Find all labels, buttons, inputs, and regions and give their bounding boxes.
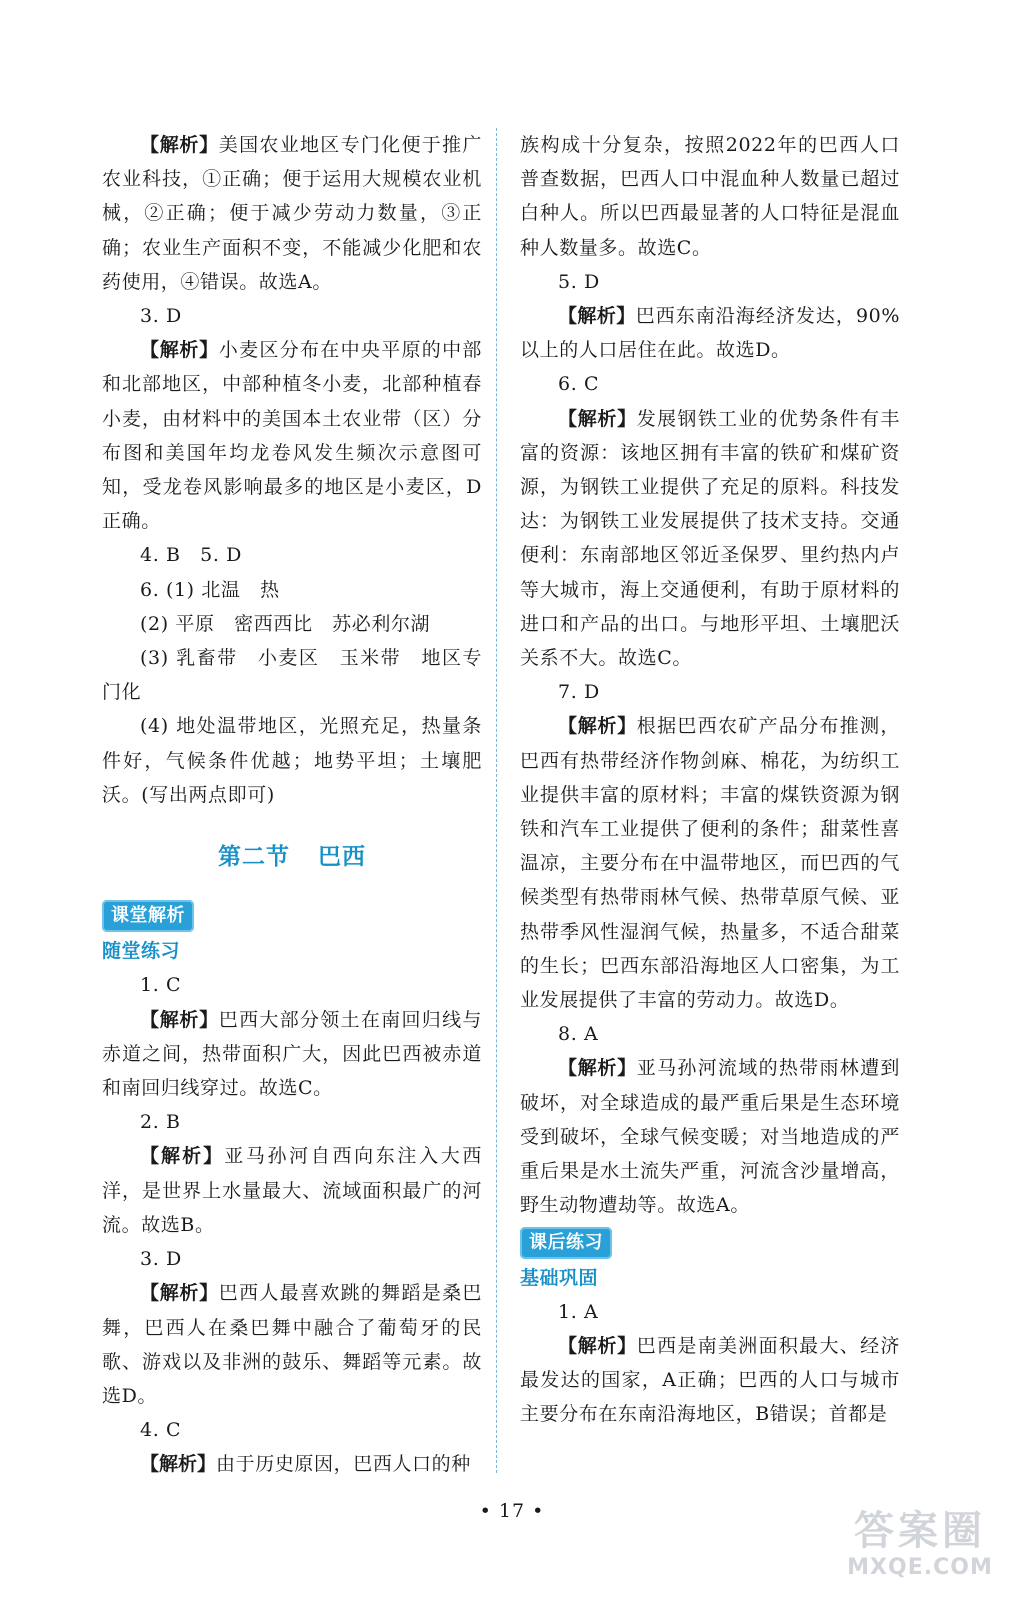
column-divider xyxy=(496,128,497,1473)
analysis-tag: 【解析】 xyxy=(140,134,219,156)
answer-line: 1. A xyxy=(558,1300,599,1323)
explanation-text: 亚马孙河流域的热带雨林遭到破坏，对全球造成的最严重后果是生态环境受到破坏，全球气候变暖；对当地造成的严重后果是水土流失严重，河流含沙量增高，野生动物遭劫等。故选A。 xyxy=(520,1057,900,1217)
explanation-text: 巴西大部分领土在南回归线与赤道之间，热带面积广大，因此巴西被赤道和南回归线穿过。故选C。 xyxy=(102,1008,482,1100)
analysis-tag: 【解析】 xyxy=(140,1145,225,1168)
explanation-text: 根据巴西农矿产品分布推测，巴西有热带经济作物剑麻、棉花，为纺织工业提供丰富的原材料；丰富的煤铁资源为钢铁和汽车工业提供了便利的条件；甜菜性喜温凉，主要分布在中温带地区，而巴西的气候类型有热带雨林气候、热带草原气候、亚热带季风性湿润气候，热量多，不适合甜菜的生长；巴西东部沿海地区人口密集，为工业发展提供了丰富的劳动力。故选D。 xyxy=(520,715,900,1012)
analysis-tag: 【解析】 xyxy=(558,305,636,328)
explanation-paragraph xyxy=(102,1447,482,1481)
continued-paragraph: 族构成十分复杂，按照2022年的巴西人口普查数据，巴西人口中混血种人数量已超过白种人。所以巴西最显著的人口特征是混血种人数量多。故选C。 xyxy=(520,134,900,259)
explanation-paragraph xyxy=(520,299,900,367)
explanation-text: 由于历史原因，巴西人口的种 xyxy=(216,1453,471,1476)
answer-line: 6. (1) 北温 热 xyxy=(140,578,280,601)
subheading: 随堂练习 xyxy=(102,940,181,963)
explanation-paragraph xyxy=(520,1051,900,1222)
analysis-tag: 【解析】 xyxy=(140,1282,219,1305)
explanation-text: 亚马孙河自西向东注入大西洋，是世界上水量最大、流域面积最广的河流。故选B。 xyxy=(102,1145,482,1236)
section-badge: 课后练习 xyxy=(520,1227,612,1259)
explanation-paragraph xyxy=(102,333,482,538)
answer-line: 2. B xyxy=(140,1111,181,1134)
explanation-paragraph xyxy=(102,128,482,299)
answer-line: 4. C xyxy=(140,1419,182,1442)
analysis-tag: 【解析】 xyxy=(558,407,637,430)
answer-line: 4. B 5. D xyxy=(140,544,242,567)
answer-line: 6. C xyxy=(558,373,600,396)
answer-paragraph: (4) 地处温带地区，光照充足，热量条件好，气候条件优越；地势平坦；土壤肥沃。(写出两点即可) xyxy=(102,715,482,806)
explanation-text: 巴西是南美洲面积最大、经济最发达的国家，A正确；巴西的人口与城市主要分布在东南沿海地区，B错误；首都是 xyxy=(520,1334,900,1426)
answer-line: 3. D xyxy=(140,1248,182,1271)
watermark-en: MXQE.COM xyxy=(847,1555,993,1580)
analysis-tag: 【解析】 xyxy=(140,339,219,362)
explanation-text: 发展钢铁工业的优势条件有丰富的资源：该地区拥有丰富的铁矿和煤矿资源，为钢铁工业提供了充足的原料。科技发达：为钢铁工业发展提供了技术支持。交通便利：东南部地区邻近圣保罗、里约热内卢等大城市，海上交通便利，有助于原材料的进口和产品的出口。与地形平坦、土壤肥沃关系不大。故选C。 xyxy=(520,407,900,670)
explanation-text: 美国农业地区专门化便于推广农业科技，①正确；便于运用大规模农业机械，②正确；便于减少劳动力数量，③正确；农业生产面积不变，不能减少化肥和农药使用，④错误。故选A。 xyxy=(102,134,482,293)
answer-line: (2) 平原 密西西比 苏必利尔湖 xyxy=(140,612,431,635)
answer-line: 8. A xyxy=(558,1023,599,1046)
explanation-paragraph xyxy=(102,1276,482,1413)
explanation-paragraph xyxy=(520,402,900,676)
analysis-tag: 【解析】 xyxy=(140,1008,219,1031)
watermark-cn: 答案圈 xyxy=(854,1508,986,1554)
site-watermark xyxy=(834,1508,1006,1592)
right-column xyxy=(520,128,900,1432)
explanation-text: 小麦区分布在中央平原的中部和北部地区，中部种植冬小麦，北部种植春小麦，由材料中的美国本土农业带（区）分布图和美国年均龙卷风发生频次示意图可知，受龙卷风影响最多的地区是小麦区，D正确。 xyxy=(102,339,482,533)
explanation-paragraph xyxy=(520,1329,900,1432)
answer-line: 3. D xyxy=(140,305,182,328)
left-column xyxy=(102,128,482,1482)
analysis-tag: 【解析】 xyxy=(558,1057,637,1080)
section-badge: 课堂解析 xyxy=(102,900,194,932)
section-number: 第二节 xyxy=(218,844,290,871)
answer-paragraph: (3) 乳畜带 小麦区 玉米带 地区专门化 xyxy=(102,647,482,704)
explanation-paragraph xyxy=(520,709,900,1017)
answer-line: 5. D xyxy=(558,270,600,293)
explanation-paragraph xyxy=(102,1003,482,1106)
answer-line: 1. C xyxy=(140,974,182,997)
answer-line: 7. D xyxy=(558,681,600,704)
analysis-tag: 【解析】 xyxy=(558,715,637,738)
section-title xyxy=(102,840,482,874)
page-number: • 17 • xyxy=(479,1500,545,1522)
explanation-text: 巴西东南沿海经济发达，90%以上的人口居住在此。故选D。 xyxy=(520,305,900,362)
explanation-text: 巴西人最喜欢跳的舞蹈是桑巴舞，巴西人在桑巴舞中融合了葡萄牙的民歌、游戏以及非洲的鼓乐、舞蹈等元素。故选D。 xyxy=(102,1282,482,1407)
section-name: 巴西 xyxy=(318,844,366,871)
analysis-tag: 【解析】 xyxy=(558,1334,637,1357)
explanation-paragraph xyxy=(102,1139,482,1242)
analysis-tag: 【解析】 xyxy=(140,1453,217,1476)
subheading: 基础巩固 xyxy=(520,1266,599,1289)
